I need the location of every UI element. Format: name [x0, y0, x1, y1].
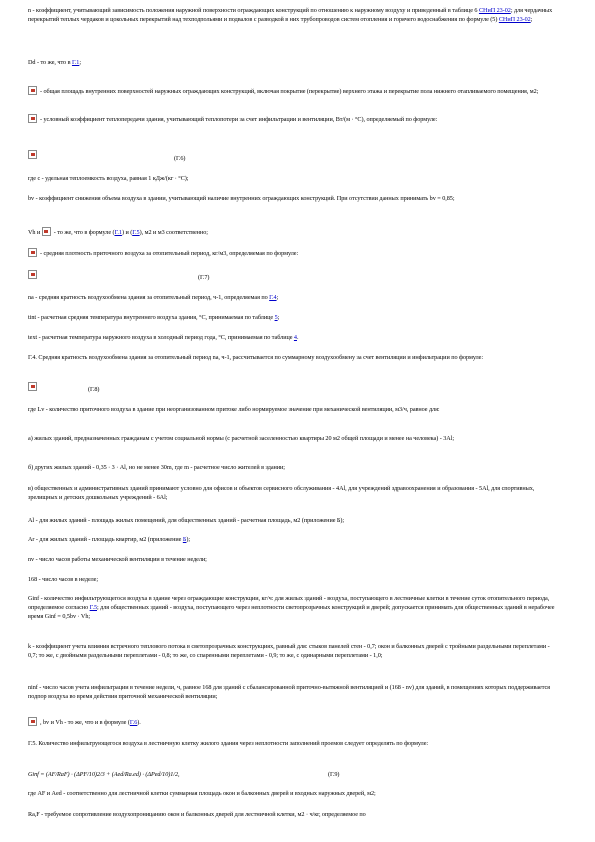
broken-image-icon: [28, 114, 37, 123]
link-g1[interactable]: Г.1: [71, 59, 80, 66]
para-bv-vh: , bv и Vh - то же, что и в формуле (Г.6).: [28, 717, 560, 727]
para-nv: nv - число часов работы механической вентиляции в течение недели;: [28, 556, 207, 563]
para-g5-heading: Г.5. Количество инфильтрующегося воздуха в лестничную клетку жилого здания через неплотности заполнений проемов следует определять по формуле:: [28, 740, 429, 747]
equation-g8: [28, 382, 560, 392]
para-item-a: а) жилых зданий, предназначенных гражданам с учетом социальной нормы (с расчетной заселенностью квартиры 20 м2 общей площади и менее на человека) - 3Al;: [28, 435, 455, 442]
link-g5[interactable]: Г.5: [132, 229, 140, 236]
link-snip-23-02[interactable]: СНиП 23-02: [498, 16, 531, 24]
para-raf: Ra,F - требуемое сопротивление воздухопроницанию окон и балконных дверей для лестничной клетки, м2 · ч/кг, определяемое по: [28, 811, 366, 818]
para-heat-transfer-coef: - условный коэффициент теплопередачи здания, учитывающий теплопотери за счет инфильтрации и вентиляции, Вт/(м · °С), определяемый по формуле:: [28, 114, 560, 124]
equation-number: (Г.9): [328, 771, 340, 778]
link-g4[interactable]: Г.4: [269, 294, 277, 301]
equation-number: (Г.8): [88, 386, 100, 393]
broken-image-icon: [28, 717, 37, 726]
para-heat-capacity: где с - удельная теплоемкость воздуха, равная 1 кДж/(кг · °С);: [28, 175, 189, 182]
link-table-4[interactable]: 4: [293, 334, 297, 341]
para-tint: tint - расчетная средняя температура внутреннего воздуха здания, °С, принимаемая по таблице 5;: [28, 314, 280, 321]
broken-image-icon: [28, 248, 37, 257]
para-bv: bv - коэффициент снижения объема воздуха в здании, учитывающий наличие внутренних ограждающих конструкций. При отсутствии данных принимать bv = 0,85;: [28, 195, 455, 202]
broken-image-icon: [28, 382, 37, 391]
para-n-coefficient: n - коэффициент, учитывающий зависимость положения наружной поверхности ограждающих конструкций по отношению к наружному воздуху и приведенный в таблице 6 СНиП 23-02; для чердачных перекрытий теплых чердаков и цокольных перекрытий над техподпольями и подвалов с разводкой в них трубопроводов систем отопления и горячего водоснабжения по формуле (5) СНиП 23-02;: [28, 7, 553, 24]
para-dd: Dd - то же, что в Г.1;: [28, 59, 82, 66]
para-k: k - коэффициент учета влияния встречного теплового потока в светопрозрачных конструкциях, равный для: стыков панелей стен - 0,7; окон и балконных дверей с тройными раздельными переплетами - 0,7; то же, с двойными раздельными переплетами - 0,8; то же, со спаренными переплетами - 0,9; то же, с одинарными переплетами - 1,0;: [28, 643, 550, 660]
para-text: text - расчетная температура наружного воздуха в холодный период года, °С, принимаемая по таблице 4.: [28, 334, 299, 341]
para-vh: Vh и - то же, что в формуле (Г.1) и (Г.5), м2 и м3 соответственно;: [28, 229, 208, 236]
para-ninf: ninf - число часов учета инфильтрации в течение недели, ч, равное 168 для зданий с сбалансированной приточно-вытяжной вентиляцией и (168 - nv) для зданий, в помещениях которых поддерживается подпор воздуха во время действия приточной механической вентиляции;: [28, 684, 550, 701]
broken-image-icon: [28, 270, 37, 279]
link-g5[interactable]: Г.5: [89, 604, 97, 612]
link-snip-23-02[interactable]: СНиП 23-02: [478, 7, 511, 14]
equation-g7: [28, 270, 560, 280]
para-ginf: Ginf - количество инфильтрующегося воздуха в здание через ограждающие конструкции, кг/ч: для жилых зданий - воздуха, поступающего в лестничные клетки в течение суток отопительного периода, определяемое согласно Г.5; для общественных зданий - воздуха, поступающего через неплотности светопрозрачных конструкций и дверей; допускается принимать для общественных зданий в нерабочее время Ginf = 0,5bv · Vh;: [28, 595, 555, 621]
para-surface-area: - общая площадь внутренних поверхностей наружных ограждающих конструкций, включая покрытие (перекрытие) верхнего этажа и перекрытие пола нижнего отапливаемого помещения, м2;: [28, 86, 560, 96]
broken-image-icon: [42, 227, 51, 236]
link-table-5[interactable]: 5: [274, 314, 278, 321]
para-na: na - средняя кратность воздухообмена здания за отопительный период, ч-1, определяемая по Г.4;: [28, 294, 279, 301]
link-g1[interactable]: Г.1: [114, 229, 122, 236]
broken-image-icon: [28, 86, 37, 95]
equation-g9: [28, 770, 560, 779]
equation-formula: Ginf = (AF/RaF) · (ΔPF/10)2/3 + (Aed/Ra.ed) · (ΔPed/10)1/2,: [28, 771, 180, 778]
broken-image-icon: [28, 150, 37, 159]
para-ar: Ar - для жилых зданий - площадь квартир, м2 (приложение Б);: [28, 536, 191, 543]
para-item-c: в) общественных и административных зданий принимают условно для офисов и объектов сервисного обслуживания - 4Al, для учреждений здравоохранения и образования - 5Al, для спортивных, зрелищных и детских дошкольных учреждений - 6Al;: [28, 485, 535, 502]
link-appendix-b[interactable]: Б: [182, 536, 187, 543]
para-lv: где Lv - количество приточного воздуха в здание при неорганизованном притоке либо нормируемое значение при механической вентиляции, м3/ч, равное для:: [28, 406, 440, 413]
equation-number: (Г.6): [174, 155, 186, 162]
equation-g6: [28, 150, 560, 160]
para-168: 168 - число часов в неделе;: [28, 576, 99, 583]
para-al: Al - для жилых зданий - площадь жилых помещений, для общественных зданий - расчетная площадь, м2 (приложение Б);: [28, 517, 345, 524]
para-g4-heading: Г.4. Средняя кратность воздухообмена здания за отопительный период na, ч-1, рассчитывается по суммарному воздухообмену за счет вентиляции и инфильтрации по формуле:: [28, 354, 483, 361]
para-air-density: - средняя плотность приточного воздуха за отопительный период, кг/м3, определяемая по формуле:: [28, 248, 560, 258]
para-item-b: б) других жилых зданий - 0,35 · 3 · Al, но не менее 30m, где m - расчетное число жителей в здании;: [28, 464, 285, 471]
link-g6[interactable]: Г.6: [129, 719, 138, 726]
equation-number: (Г.7): [198, 274, 210, 281]
para-af-aed: где AF и Aed - соответственно для лестничной клетки суммарная площадь окон и балконных дверей и входных наружных дверей, м2;: [28, 790, 376, 797]
